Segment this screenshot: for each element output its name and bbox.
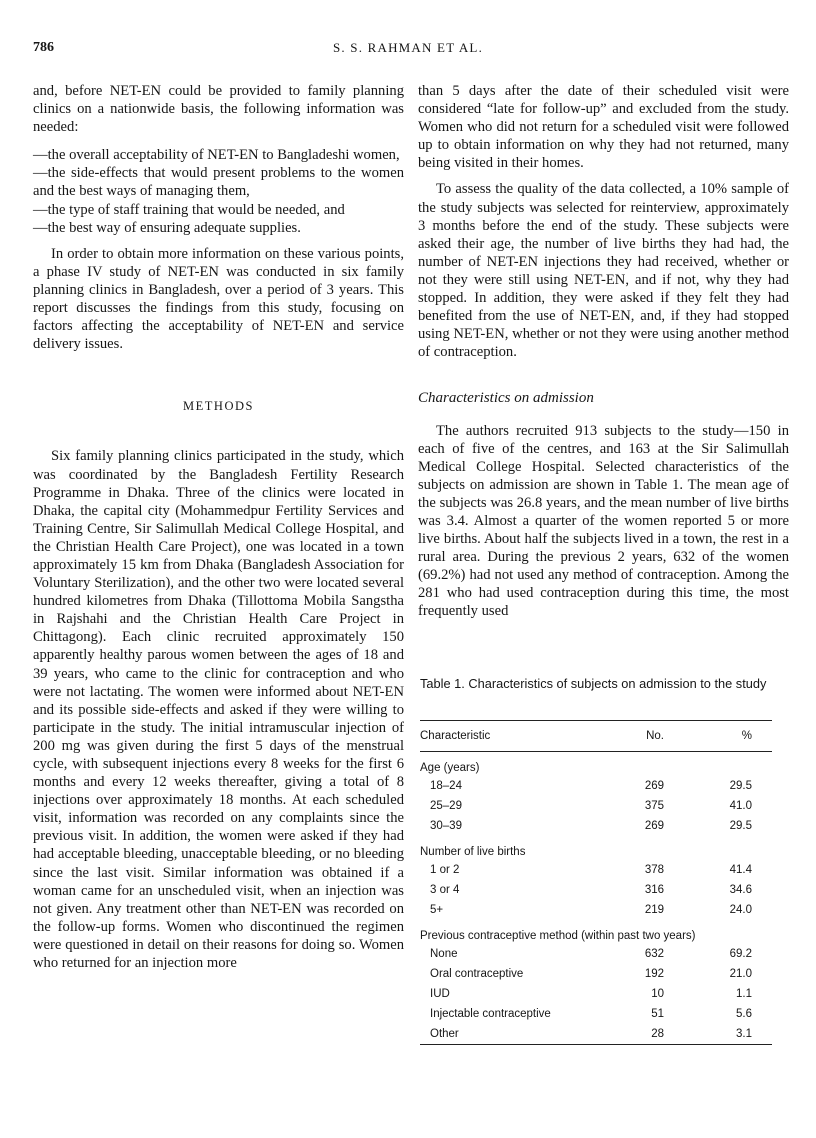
list-item: —the type of staff training that would be needed, and <box>33 201 345 218</box>
row-no: 269 <box>644 820 664 832</box>
row-label: 5+ <box>430 904 444 916</box>
table-row <box>420 964 772 984</box>
row-pct: 29.5 <box>729 820 752 832</box>
characteristics-subheading: Characteristics on admission <box>418 390 594 407</box>
header-pct: % <box>741 730 752 742</box>
left-column <box>33 82 404 972</box>
table-row <box>420 880 772 900</box>
row-label: 1 or 2 <box>430 864 460 876</box>
table-row <box>420 900 772 920</box>
characteristics-table <box>420 720 772 1045</box>
table-row <box>420 944 772 964</box>
table-row <box>420 776 772 796</box>
row-no: 192 <box>644 968 664 980</box>
row-pct: 34.6 <box>729 884 752 896</box>
group-label: Age (years) <box>420 762 480 774</box>
row-no: 51 <box>651 1008 664 1020</box>
row-label: 25–29 <box>430 800 462 812</box>
row-label: 18–24 <box>430 780 462 792</box>
right-column <box>418 82 789 621</box>
row-label: Oral contraceptive <box>430 968 524 980</box>
row-label: 3 or 4 <box>430 884 460 896</box>
row-no: 10 <box>651 988 664 1000</box>
group-method <box>420 920 772 944</box>
methods-paragraph: Six family planning clinics participated in the study, which was coordinated by the Bangladesh Fertility Research Programme in Dhaka. Three of the clinics were located in Dhaka, the capital city (Mohammedpur Fertility Services and Training Centre, Sir Salimullah Medical College Hospital, and the Christian Health Care Project), one was located in a town approximately 15 km from Dhaka (Bangladesh Association for Voluntary Sterilization), and the other two were located several hundred kilometres from Dhaka (Tillottoma Mobila Sangstha in Rajshahi and the Christian Health Care Project in Chittagong). Each clinic recruited approximately 150 apparently healthy parous women between the ages of 18 and 39 years, who came to the clinic for contraception and who were not lactating. The women were informed about NET-EN and its possible side-effects and asked if they were willing to participate in the study. The initial intramuscular injection of 200 mg was given during the first 5 days of the menstrual cycle, with subsequent injections every 8 weeks for the first 6 months and every 12 weeks thereafter, giving a total of 8 injections over approximately 18 months. At each scheduled visit, information was recorded on any complaints since the previous visit. In addition, the women were asked if they had had acceptable bleeding, unacceptable bleeding, or no bleeding since the last visit. Similar information was obtained if a woman came for an unscheduled visit, when an injection was not given. Any treatment other than NET-EN was recorded on the follow-up forms. Women who discontinued the regimen were questioned in detail on their reasons for doing so. Women who returned for an injection more <box>33 448 404 972</box>
row-no: 269 <box>644 780 664 792</box>
row-pct: 1.1 <box>736 988 752 1000</box>
row-label: 30–39 <box>430 820 462 832</box>
table-row <box>420 1024 772 1044</box>
row-pct: 41.0 <box>729 800 752 812</box>
table-row <box>420 796 772 816</box>
table-header-row <box>420 721 772 751</box>
table-bottom-rule <box>420 1044 772 1045</box>
row-pct: 3.1 <box>736 1028 752 1040</box>
row-pct: 41.4 <box>729 864 752 876</box>
admission-paragraph: The authors recruited 913 subjects to the study—150 in each of five of the centres, and 163 at the Sir Salimullah Medical College Hospital. Selected characteristics of the subjects on admission are shown in Table 1. The mean age of the subjects was 26.8 years, and the mean number of live births was 3.4. Almost a quarter of the women reported 5 or more live births. About half the subjects lived in a town, the rest in a rural area. During the previous 2 years, 632 of the women (69.2%) had not used any method of contraception. Among the 281 who had used contraception during this time, the most frequently used <box>418 422 789 620</box>
row-no: 219 <box>644 904 664 916</box>
group-births <box>420 836 772 860</box>
list-item: —the best way of ensuring adequate supplies. <box>33 219 301 236</box>
list-item: —the side-effects that would present problems to the women and the best ways of managing them, <box>33 165 404 200</box>
table-row <box>420 860 772 880</box>
methods-heading: METHODS <box>183 399 254 414</box>
running-title: S. S. RAHMAN ET AL. <box>332 40 484 55</box>
row-pct: 5.6 <box>736 1008 752 1020</box>
row-no: 316 <box>644 884 664 896</box>
quality-paragraph: To assess the quality of the data collected, a 10% sample of the study subjects was selected for reinterview, approximately 3 months before the end of the study. These subjects were asked their age, the number of live births they had had, the number of NET-EN injections they had received, whether or not they were still using NET-EN, and if not, why they had stopped. In addition, they were asked if they felt they had benefited from the use of NET-EN, and, if they had stopped using NET-EN, whether or not they were using another method of contraception. <box>418 181 789 361</box>
row-no: 378 <box>644 864 664 876</box>
row-pct: 69.2 <box>729 948 752 960</box>
group-label: Number of live births <box>420 846 526 858</box>
study-overview-paragraph: In order to obtain more information on these various points, a phase IV study of NET-EN was conducted in six family planning clinics in Bangladesh, over a period of 3 years. This report discusses the findings from this study, focusing on factors affecting the acceptability of NET-EN and service delivery issues. <box>33 245 404 353</box>
followup-paragraph: than 5 days after the date of their scheduled visit were considered “late for follow-up” and excluded from the study. Women who did not return for a scheduled visit were followed up to obtain information on why they had not returned, many being visited in their homes. <box>418 83 789 172</box>
row-label: Injectable contraceptive <box>430 1008 551 1020</box>
list-item: —the overall acceptability of NET-EN to Bangladeshi women, <box>33 147 400 164</box>
group-age <box>420 752 772 776</box>
header-characteristic: Characteristic <box>420 730 491 742</box>
table-row <box>420 1004 772 1024</box>
table-caption: Table 1. Characteristics of subjects on admission to the study <box>420 676 767 691</box>
row-no: 375 <box>644 800 664 812</box>
row-no: 28 <box>651 1028 664 1040</box>
table-row <box>420 984 772 1004</box>
row-label: IUD <box>430 988 450 1000</box>
page-number: 786 <box>33 40 54 55</box>
row-no: 632 <box>644 948 664 960</box>
table-row <box>420 816 772 836</box>
row-pct: 29.5 <box>729 780 752 792</box>
needs-list <box>33 146 404 236</box>
row-label: None <box>430 948 458 960</box>
row-pct: 24.0 <box>729 904 752 916</box>
row-pct: 21.0 <box>729 968 752 980</box>
group-label: Previous contraceptive method (within past two years) <box>420 930 696 942</box>
header-no: No. <box>646 730 664 742</box>
intro-paragraph: and, before NET-EN could be provided to family planning clinics on a nationwide basis, the following information was needed: <box>33 83 404 136</box>
row-label: Other <box>430 1028 459 1040</box>
